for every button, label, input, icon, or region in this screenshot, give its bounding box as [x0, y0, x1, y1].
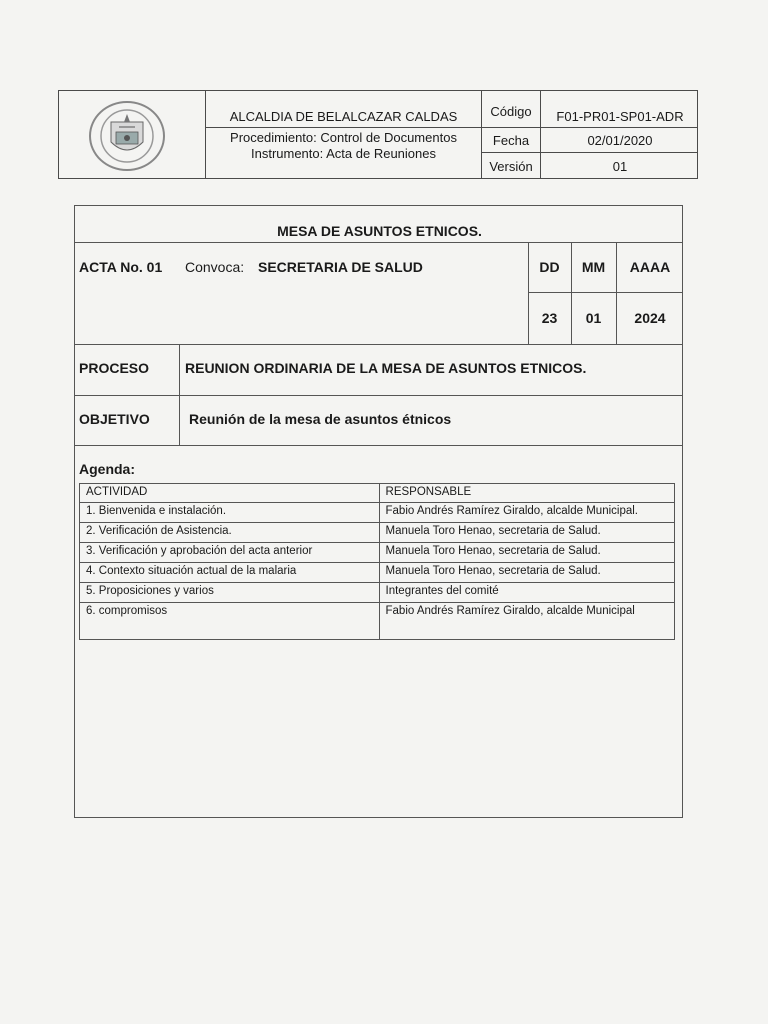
- fecha-label: Fecha: [492, 133, 530, 148]
- objetivo-label: OBJETIVO: [79, 411, 150, 427]
- instrument-text: Instrumento: Acta de Reuniones: [250, 146, 436, 161]
- responsable-cell: Fabio Andrés Ramírez Giraldo, alcalde Municipal: [379, 603, 674, 640]
- table-row: [80, 543, 675, 563]
- month-header: MM: [581, 259, 606, 275]
- actividad-cell: 5. Proposiciones y varios: [80, 583, 380, 603]
- fecha-value: 02/01/2020: [587, 133, 653, 148]
- responsable-cell: Integrantes del comité: [379, 583, 674, 603]
- table-row: [80, 563, 675, 583]
- agenda-title: Agenda:: [79, 461, 135, 477]
- meeting-record: [74, 205, 683, 818]
- acta-number: ACTA No. 01: [79, 259, 163, 275]
- proceso-value: REUNION ORDINARIA DE LA MESA DE ASUNTOS ETNICOS.: [185, 360, 587, 376]
- document-header: [58, 90, 698, 179]
- actividad-cell: 6. compromisos: [80, 603, 380, 640]
- day-value: 23: [541, 310, 558, 326]
- codigo-value: F01-PR01-SP01-ADR: [556, 109, 684, 124]
- objetivo-value: Reunión de la mesa de asuntos étnicos: [189, 411, 452, 427]
- institution-name: ALCALDIA DE BELALCAZAR CALDAS: [229, 109, 458, 124]
- actividad-cell: 1. Bienvenida e instalación.: [80, 503, 380, 523]
- table-row: [80, 503, 675, 523]
- actividad-cell: 3. Verificación y aprobación del acta anterior: [80, 543, 380, 563]
- day-header: DD: [539, 259, 560, 275]
- year-value: 2024: [634, 310, 666, 326]
- proceso-label: PROCESO: [79, 360, 150, 376]
- municipal-seal-logo: [89, 101, 165, 171]
- agenda-table: [79, 483, 675, 640]
- responsable-cell: Manuela Toro Henao, secretaria de Salud.: [379, 523, 674, 543]
- table-row: [80, 523, 675, 543]
- procedure-text: Procedimiento: Control de Documentos: [230, 130, 457, 145]
- responsable-cell: Fabio Andrés Ramírez Giraldo, alcalde Municipal.: [379, 503, 674, 523]
- responsable-cell: Manuela Toro Henao, secretaria de Salud.: [379, 563, 674, 583]
- actividad-cell: 2. Verificación de Asistencia.: [80, 523, 380, 543]
- column-header-responsable: RESPONSABLE: [379, 484, 674, 503]
- agenda-header-row: [80, 484, 675, 503]
- table-row: [80, 583, 675, 603]
- codigo-label: Código: [490, 104, 532, 119]
- version-value: 01: [612, 159, 628, 174]
- table-row: [80, 603, 675, 640]
- year-header: AAAA: [629, 259, 671, 275]
- convoca-value: SECRETARIA DE SALUD: [258, 259, 423, 275]
- column-header-actividad: ACTIVIDAD: [80, 484, 380, 503]
- convoca-label: Convoca:: [185, 259, 245, 275]
- actividad-cell: 4. Contexto situación actual de la malaria: [80, 563, 380, 583]
- responsable-cell: Manuela Toro Henao, secretaria de Salud.: [379, 543, 674, 563]
- meeting-title: MESA DE ASUNTOS ETNICOS.: [277, 223, 482, 239]
- version-label: Versión: [489, 159, 533, 174]
- month-value: 01: [585, 310, 602, 326]
